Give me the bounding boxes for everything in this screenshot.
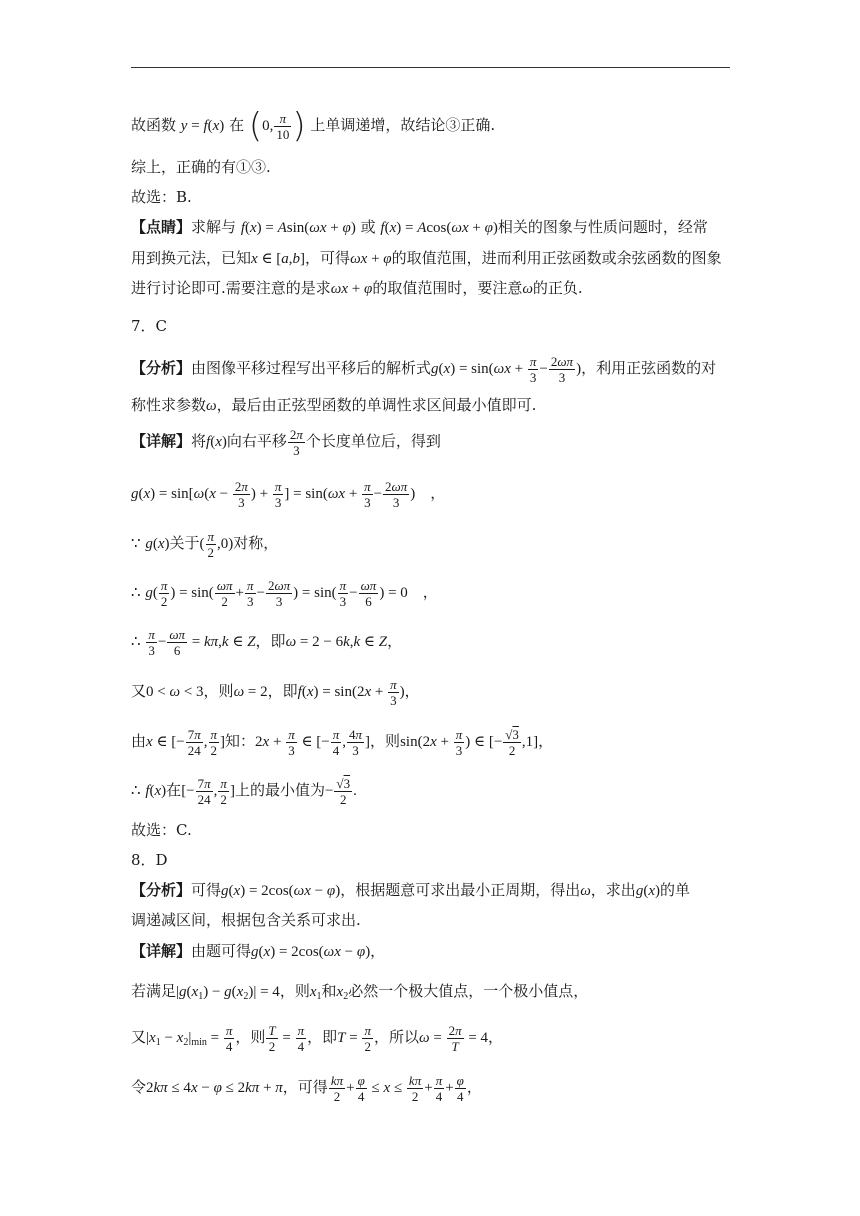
q7-step-substitute: ∴ g( $\frac{\pi}{2}$ ) = sin( $\frac{\omega\pi}{2}$ + $\frac{\pi}{3}$ − $\frac{2\omega\pi}{3}$ ) = sin( $\frac{\pi}{3}$ − $\frac{\omega\pi}{6}$ ) = 0 ， [131,577,438,609]
text-line-1: 故函数 y = f(x) 在 (0, $\frac{\pi}{10}$ ) 上单调递增，故结论③正确. [131,106,496,146]
q8-analysis-line-1: 【分析】可得g(x) = 2cos(ωx − φ)，根据题意可求出最小正周期，得出ω，求出g(x)的单 [131,881,690,899]
q8-step-period: 又$|x_1 - x_2|_{min}$ = $\frac{\pi}{4}$ ，则 $\frac{T}{2}$ = $\frac{\pi}{4}$ ，即T = $\frac{\pi}{2}$ ，所以ω = $\frac{2\pi}{T}$ = 4， [131,1022,504,1054]
question-7-answer: 7．C [131,317,168,335]
q7-step-range: 由x ∈ [− $\frac{7\pi}{24}$ , $\frac{\pi}{2}$ ]知：2x + $\frac{\pi}{3}$ ∈ [− $\frac{\pi}{4}$ , $\frac{4\pi}{3}$ ]，则sin(2x + $\frac{\pi}{3}$ ) ∈ [− $\frac{√3}{2}$ ,1]， [131,726,554,758]
text-line-2: 综上，正确的有①③. [131,158,271,176]
q7-step-f: 又0 < ω < 3，则ω = 2，即f(x) = sin(2x + $\frac{\pi}{3}$ )， [131,676,420,708]
text: 故函数 [131,116,177,134]
q7-step-omega: ∴ $\frac{\pi}{3}$ − $\frac{\omega\pi}{6}$ = kπ,k ∈ Z，即ω = 2 − 6k,k ∈ Z， [131,626,403,658]
q7-equation-g: g(x) = sin[ω(x − $\frac{2\pi}{3}$ ) + $\frac{\pi}{3}$ ] = sin(ωx + $\frac{\pi}{3}$ − $\frac{2\omega\pi}{3}$ ) ， [131,478,446,510]
q8-step-interval: 令2kπ ≤ 4x − φ ≤ 2kπ + π，可得 $\frac{k\pi}{2}$ + $\frac{\varphi}{4}$ ≤ x ≤ $\frac{k\pi}{2}$ + $\frac{\pi}{4}$ + $\frac{\varphi}{4}$ ， [131,1072,482,1104]
remark-line-2: 用到换元法，已知x ∈ [a,b]，可得ωx + φ的取值范围，进而利用正弦函数或余弦函数的图象 [131,249,722,267]
q7-analysis-line-2: 称性求参数ω，最后由正弦型函数的单调性求区间最小值即可. [131,396,537,414]
q7-detail-line-1: 【详解】将f(x)向右平移 $\frac{2\pi}{3}$ 个长度单位后，得到 [131,426,441,458]
q7-step-min: ∴ f(x)在[− $\frac{7\pi}{24}$ , $\frac{\pi}{2}$ ]上的最小值为− $\frac{√3}{2}$ . [131,775,357,807]
q7-step-symmetry: ∵ g(x)关于( $\frac{\pi}{2}$ ,0)对称， [131,528,279,560]
q8-analysis-line-2: 调递减区间，根据包含关系可求出. [131,911,361,929]
header-rule [131,67,730,68]
q7-answer: 故选：C. [131,821,192,839]
q8-detail-line-1: 【详解】由题可得g(x) = 2cos(ωx − φ)， [131,942,386,960]
text-line-3: 故选：B. [131,188,192,206]
remark-line-3: 进行讨论即可.需要注意的是求ωx + φ的取值范围时，要注意ω的正负. [131,279,583,297]
remark-line-1: 【点睛】求解与 f(x) = Asin(ωx + φ) 或 f(x) = Acos(ωx + φ)相关的图象与性质问题时，经常 [131,218,708,236]
q8-step-extreme: 若满足$|g(x_1) - g(x_2)| = 4$，则$x_1$和$x_2$必然一个极大值点，一个极小值点， [131,982,589,1002]
q7-analysis-line-1: 【分析】由图像平移过程写出平移后的解析式g(x) = sin(ωx + $\frac{\pi}{3}$ − $\frac{2\omega\pi}{3}$ )，利用正弦函数的对 [131,353,717,385]
question-8-answer: 8．D [131,851,168,869]
